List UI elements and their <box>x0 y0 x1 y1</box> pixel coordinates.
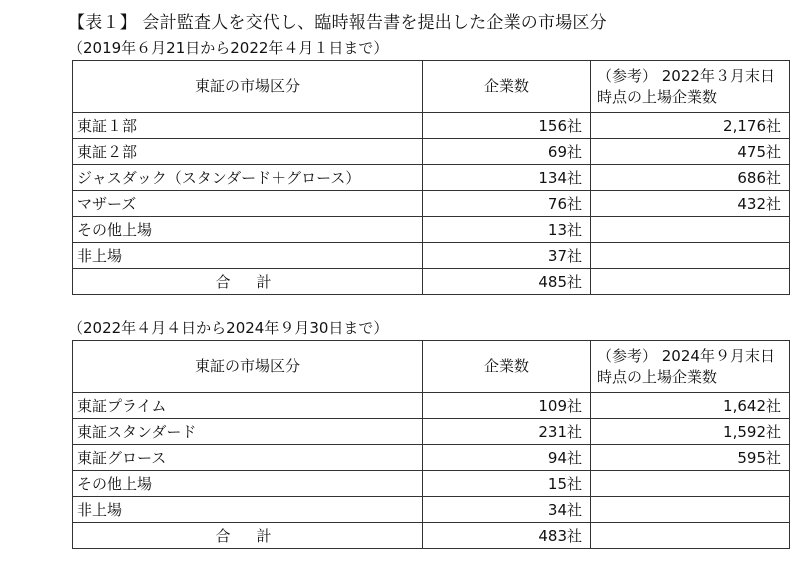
company-count: 34社 <box>423 497 591 523</box>
market-name: 東証グロース <box>73 445 423 471</box>
company-count: 76社 <box>423 191 591 217</box>
total-label: 合計 <box>73 269 423 295</box>
table-row <box>73 497 790 523</box>
market-table-2022-2024 <box>72 340 790 549</box>
listed-count: 686社 <box>591 165 790 191</box>
table-row <box>73 471 790 497</box>
listed-count: 475社 <box>591 139 790 165</box>
header-row <box>73 61 790 113</box>
table-row <box>73 113 790 139</box>
table-row <box>73 393 790 419</box>
market-name: その他上場 <box>73 217 423 243</box>
market-name: ジャスダック（スタンダード＋グロース） <box>73 165 423 191</box>
company-count: 231社 <box>423 419 591 445</box>
table-row <box>73 217 790 243</box>
company-count: 94社 <box>423 445 591 471</box>
header-market: 東証の市場区分 <box>73 61 423 113</box>
listed-count <box>591 217 790 243</box>
table-row <box>73 243 790 269</box>
header-reference-line1: （参考） 2022年３月末日 <box>597 66 775 85</box>
market-name: 非上場 <box>73 497 423 523</box>
period-label-2019-2022: （2019年６月21日から2022年４月１日まで） <box>68 39 389 57</box>
header-row <box>73 341 790 393</box>
table-row <box>73 139 790 165</box>
total-company-count: 485社 <box>423 269 591 295</box>
market-name: 非上場 <box>73 243 423 269</box>
table-row <box>73 191 790 217</box>
listed-count <box>591 471 790 497</box>
company-count: 15社 <box>423 471 591 497</box>
market-name: 東証プライム <box>73 393 423 419</box>
listed-count: 595社 <box>591 445 790 471</box>
header-reference-line1: （参考） 2024年９月末日 <box>597 346 775 365</box>
listed-count <box>591 497 790 523</box>
listed-count: 2,176社 <box>591 113 790 139</box>
header-reference <box>591 341 790 393</box>
period-label-2022-2024: （2022年４月４日から2024年９月30日まで） <box>68 319 389 337</box>
listed-count <box>591 243 790 269</box>
market-name: マザーズ <box>73 191 423 217</box>
header-companies: 企業数 <box>423 61 591 113</box>
listed-count: 1,642社 <box>591 393 790 419</box>
company-count: 156社 <box>423 113 591 139</box>
table-row <box>73 419 790 445</box>
market-name: 東証１部 <box>73 113 423 139</box>
company-count: 37社 <box>423 243 591 269</box>
table-title: 【表１】 会計監査人を交代し、臨時報告書を提出した企業の市場区分 <box>68 13 607 33</box>
company-count: 13社 <box>423 217 591 243</box>
total-label: 合計 <box>73 523 423 549</box>
market-name: 東証２部 <box>73 139 423 165</box>
listed-count: 1,592社 <box>591 419 790 445</box>
company-count: 134社 <box>423 165 591 191</box>
market-name: 東証スタンダード <box>73 419 423 445</box>
header-reference-line2: 時点の上場企業数 <box>597 367 718 386</box>
company-count: 109社 <box>423 393 591 419</box>
header-market: 東証の市場区分 <box>73 341 423 393</box>
market-name: その他上場 <box>73 471 423 497</box>
total-row <box>73 523 790 549</box>
total-company-count: 483社 <box>423 523 591 549</box>
market-table-2019-2022 <box>72 60 790 295</box>
header-reference-line2: 時点の上場企業数 <box>597 87 718 106</box>
total-listed-empty <box>591 269 790 295</box>
header-companies: 企業数 <box>423 341 591 393</box>
header-reference <box>591 61 790 113</box>
table-row <box>73 165 790 191</box>
listed-count: 432社 <box>591 191 790 217</box>
company-count: 69社 <box>423 139 591 165</box>
total-row <box>73 269 790 295</box>
total-listed-empty <box>591 523 790 549</box>
table-row <box>73 445 790 471</box>
